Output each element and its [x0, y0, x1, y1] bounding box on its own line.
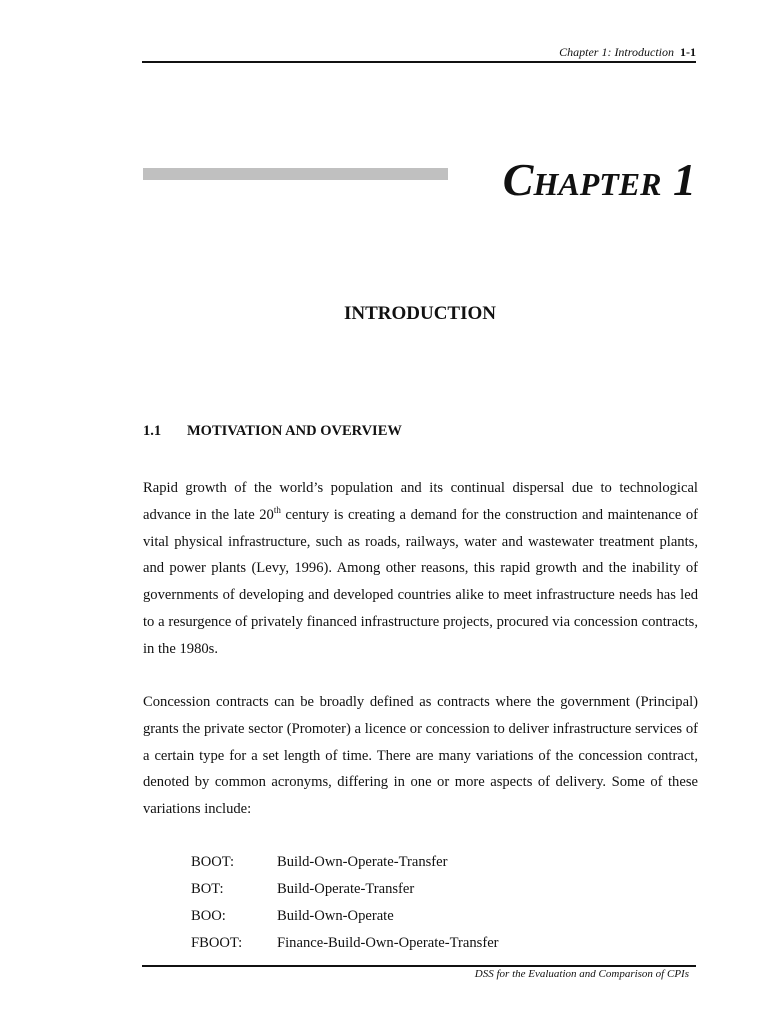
acronym-row: [191, 931, 691, 958]
acronym-list: [191, 850, 691, 958]
acronym-meaning: Build-Own-Operate: [277, 908, 394, 924]
acronym: FBOOT:: [191, 935, 243, 951]
running-header: [142, 44, 696, 60]
running-footer: DSS for the Evaluation and Comparison of CPIs: [474, 968, 689, 980]
acronym-meaning: Finance-Build-Own-Operate-Transfer: [277, 935, 499, 951]
chapter-decorative-bar: [143, 168, 448, 180]
acronym-meaning: Build-Operate-Transfer: [277, 881, 415, 897]
acronym-row: [191, 850, 691, 877]
paragraph-text: Rapid growth of the world’s population and its continual dispersal due to technological advance in the late 20: [143, 480, 698, 523]
running-title: Chapter 1: Introduction: [559, 45, 674, 59]
acronym: BOO:: [191, 908, 226, 924]
acronym: BOT:: [191, 881, 224, 897]
chapter-title: INTRODUCTION: [343, 303, 497, 324]
acronym-meaning: Build-Own-Operate-Transfer: [277, 854, 448, 870]
paragraph-motivation: [143, 475, 698, 663]
page-number: 1-1: [680, 45, 696, 59]
section-number: 1.1: [143, 423, 162, 439]
acronym: BOOT:: [191, 854, 235, 870]
header-rule: [142, 61, 696, 63]
acronym-row: [191, 877, 691, 904]
paragraph-concession-contracts: Concession contracts can be broadly defined as contracts where the government (Principal) grants the private sector (Promoter) a licence or concession to deliver infrastructure services of a certain type for a set length of time. There are many variations of the concession contract, denoted by common acronyms, differing in one or more aspects of delivery. Some of these variations include:: [143, 694, 698, 818]
chapter-heading: Chapter 1: [502, 154, 696, 205]
acronym-row: [191, 904, 691, 931]
superscript-th: th: [273, 504, 281, 515]
section-heading: [143, 421, 697, 441]
section-title: MOTIVATION AND OVERVIEW: [187, 423, 402, 439]
paragraph-text: century is creating a demand for the construction and maintenance of vital physical infrastructure, such as roads, railways, water and wastewater treatment plants, and power plants (Levy, 1996). Among other reasons, this rapid growth and the inability of governments of developing and developed countries alike to meet infrastructure needs has led to a resurgence of privately financed infrastructure projects, procured via concession contracts, in the 1980s.: [143, 506, 699, 657]
